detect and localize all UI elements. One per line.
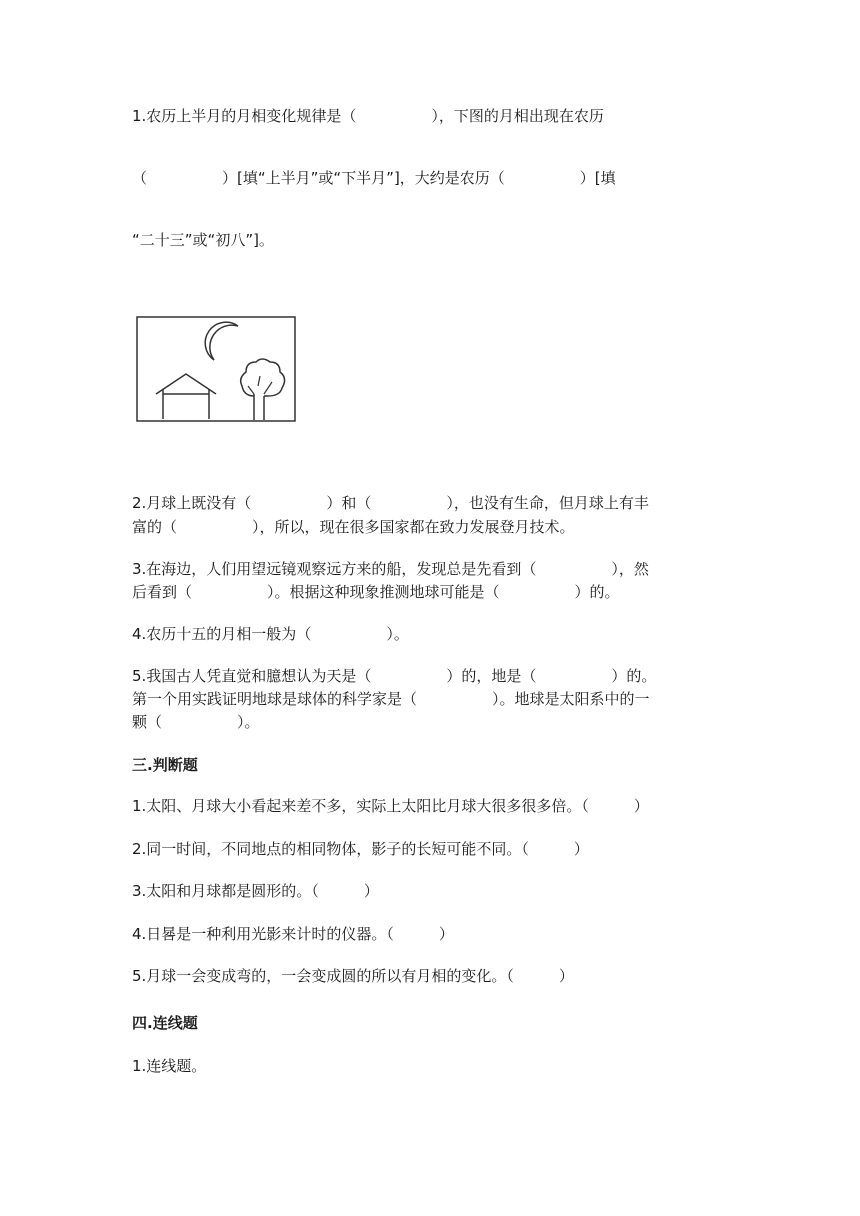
q3-line-1: 3.在海边，人们用望远镜观察远方来的船，发现总是先看到（ ），然 (132, 560, 649, 578)
crescent-moon-icon (205, 322, 238, 360)
tree-icon (241, 359, 285, 420)
q5-line-1: 5.我国古人凭直觉和臆想认为天是（ ）的，地是（ ）的。 (132, 667, 657, 685)
judge-item-2: 2.同一时间，不同地点的相同物体，影子的长短可能不同。（ ） (132, 840, 589, 858)
judge-item-1: 1.太阳、月球大小看起来差不多，实际上太阳比月球大很多很多倍。（ ） (132, 797, 649, 815)
q2-line-2: 富的（ ），所以，现在很多国家都在致力发展登月技术。 (132, 518, 575, 536)
q4-line-1: 4.农历十五的月相一般为（ ）。 (132, 625, 409, 643)
q1-line-3: “二十三”或“初八”]。 (132, 231, 274, 249)
section-4-title: 四.连线题 (132, 1014, 198, 1032)
section-3-title: 三.判断题 (132, 756, 198, 774)
q5-line-2: 第一个用实践证明地球是球体的科学家是（ ）。地球是太阳系中的一 (132, 690, 650, 708)
q5-line-3: 颗（ ）。 (132, 713, 260, 731)
moon-phase-figure (136, 316, 298, 424)
q3-line-2: 后看到（ ）。根据这种现象推测地球可能是（ ）的。 (132, 583, 620, 601)
q1-line-2: （ ）[填“上半月”或“下半月”]，大约是农历（ ）[填 (132, 169, 616, 187)
judge-item-4: 4.日晷是一种利用光影来计时的仪器。（ ） (132, 925, 454, 943)
match-item-1: 1.连线题。 (132, 1057, 207, 1075)
judge-item-5: 5.月球一会变成弯的，一会变成圆的所以有月相的变化。（ ） (132, 967, 574, 985)
house-icon (156, 374, 216, 419)
judge-item-3: 3.太阳和月球都是圆形的。（ ） (132, 882, 379, 900)
q2-line-1: 2.月球上既没有（ ）和（ ），也没有生命，但月球上有丰 (132, 494, 649, 512)
q1-line-1: 1.农历上半月的月相变化规律是（ ），下图的月相出现在农历 (132, 107, 604, 125)
